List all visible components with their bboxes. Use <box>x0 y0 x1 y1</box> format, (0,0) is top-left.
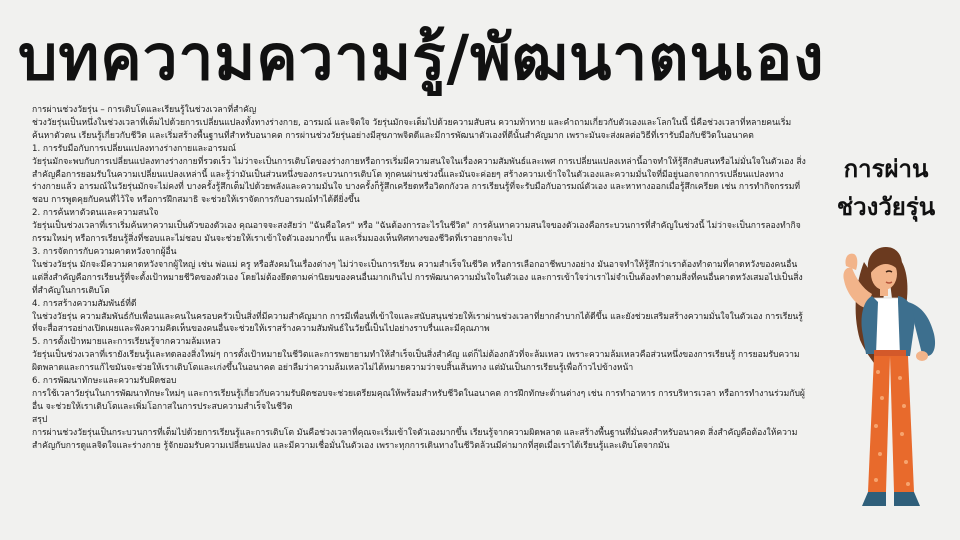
neck <box>880 286 888 296</box>
section-5-body: วัยรุ่นเป็นช่วงเวลาที่เรายังเรียนรู้และทดลองสิ่งใหม่ๆ การตั้งเป้าหมายในชีวิตและการพยายามทำให้สำเร็จเป็นสิ่งสำคัญ แต่ก็ไม่ต้องกลัวที่จะล้มเหลว เพราะความล้มเหลวคือส่วนหนึ่งของการเรียนรู้ การยอมรับความผิดพลาดและการแก้ไขมันจะช่วยให้เราเติบโตและเก่งขึ้นในอนาคต อย่าลืมว่าความล้มเหลวไม่ได้หมายความว่าจบสิ้นเส้นทาง แต่มันเป็นการเรียนรู้เพื่อก้าวไปข้างหน้า <box>32 350 800 374</box>
section-1-body: วัยรุ่นมักจะพบกับการเปลี่ยนแปลงทางร่างกายที่รวดเร็ว ไม่ว่าจะเป็นการเติบโตของร่างกายหรือการเริ่มมีความสนใจในเรื่องความสัมพันธ์และเพศ การเปลี่ยนแปลงเหล่านี้อาจทำให้รู้สึกสับสนหรือไม่มั่นใจในตัวเอง สิ่งสำคัญคือการยอมรับในความเปลี่ยนแปลงเหล่านี้ และรู้ว่ามันเป็นส่วนหนึ่งของกระบวนการเติบโต ทุกคนผ่านช่วงนี้และมันจะค่อยๆ สร้างความเข้าใจในตัวเองและความมั่นใจที่มีอยู่นอกจากการเปลี่ยนแปลงทางร่างกายแล้ว อารมณ์ในวัยรุ่นมักจะไม่คงที่ บางครั้งรู้สึกเต็มไปด้วยพลังและความมั่นใจ บางครั้งก็รู้สึกเครียดหรือวิตกกังวล การเรียนรู้ที่จะรับมือกับอารมณ์ตัวเอง และหาทางออกเมื่อรู้สึกเครียด เช่น การทำกิจกรรมที่ชอบ การพูดคุยกับคนที่ไว้ใจ หรือการฝึกสมาธิ จะช่วยให้เราจัดการกับอารมณ์ทำได้ดียิ่งขึ้น <box>32 156 806 206</box>
summary-body: การผ่านช่วงวัยรุ่นเป็นกระบวนการที่เต็มไปด้วยการเรียนรู้และการเติบโต มันคือช่วงเวลาที่คุณจะเริ่มเข้าใจตัวเองมากขึ้น เรียนรู้จากความผิดพลาด และสร้างพื้นฐานที่มั่นคงสำหรับอนาคต สิ่งสำคัญคือต้องให้ความสำคัญกับการดูแลจิตใจและร่างกาย รู้จักยอมรับความเปลี่ยนแปลง และมีความเชื่อมั่นในตัวเอง เพราะทุกการเดินทางในชีวิตล้วนมีค่ามากที่สุดเมื่อเราได้เรียนรู้และเติบโตจากมัน <box>32 427 798 451</box>
pants-left <box>868 356 890 492</box>
intro-paragraph: ช่วงวัยรุ่นเป็นหนึ่งในช่วงเวลาที่เต็มไปด้วยการเปลี่ยนแปลงทั้งทางร่างกาย, อารมณ์ และจิตใจ วัยรุ่นมักจะเต็มไปด้วยความสับสน ความท้าทาย และคำถามเกี่ยวกับตัวเองและโลกในนี้ นี่คือช่วงเวลาที่หลายคนเริ่มค้นหาตัวตน เรียนรู้เกี่ยวกับชีวิต และเริ่มสร้างพื้นฐานที่สำหรับอนาคต การผ่านช่วงวัยรุ่นอย่างมีสุขภาพจิตดีและมีการพัฒนาตัวเองที่ดีนั้นสำคัญมาก เพราะมันจะส่งผลต่อวิธีที่เรารับมือกับชีวิตในอนาคต <box>32 117 792 141</box>
section-5-heading: 5. การตั้งเป้าหมายและการเรียนรู้จากความล้มเหลว <box>32 337 221 348</box>
section-2-body: วัยรุ่นเป็นช่วงเวลาที่เราเริ่มค้นหาความเป็นตัวของตัวเอง คุณอาจจะสงสัยว่า "ฉันคือใคร" หรือ "ฉันต้องการอะไรในชีวิต" การค้นหาความสนใจของตัวเองคือกระบวนการที่สำคัญในช่วงนี้ ไม่ว่าจะเป็นการลองทำกิจกรรมใหม่ๆ หรือการเรียนรู้สิ่งที่ชอบและไม่ชอบ มันจะช่วยให้เราเข้าใจตัวเองมากขึ้น และเริ่มมองเห็นทิศทางของชีวิตที่เราอยากจะไป <box>32 221 801 245</box>
raised-hand <box>845 254 857 270</box>
section-6-heading: 6. การพัฒนาทักษะและความรับผิดชอบ <box>32 376 177 387</box>
shoe-left <box>862 492 886 506</box>
article-body <box>32 104 808 452</box>
section-2-heading: 2. การค้นหาตัวตนและความสนใจ <box>32 208 159 219</box>
side-title-line-1: การผ่าน <box>843 155 929 183</box>
pants-right <box>890 356 914 492</box>
section-3-heading: 3. การจัดการกับความคาดหวังจากผู้อื่น <box>32 246 177 257</box>
page-title: บทความความรู้/พัฒนาตนเอง <box>18 21 825 94</box>
section-3-body: ในช่วงวัยรุ่น มักจะมีความคาดหวังจากผู้ใหญ่ เช่น พ่อแม่ ครู หรือสังคมในเรื่องต่างๆ ไม่ว่าจะเป็นการเรียน ความสำเร็จในชีวิต หรือการเลือกอาชีพบางอย่าง มันอาจทำให้รู้สึกว่าเราต้องทำตามที่คาดหวังของคนอื่น แต่สิ่งสำคัญคือการเรียนรู้ที่จะตั้งเป้าหมายชีวิตของตัวเอง โดยไม่ต้องยึดตามค่านิยมของคนอื่นมากเกินไป การพัฒนาความมั่นใจในตัวเอง และการเข้าใจว่าเราไม่จำเป็นต้องทำตามสิ่งที่คนอื่นคาดหวังเสมอไปเป็นสิ่งที่สำคัญในการเติบโต <box>32 259 803 296</box>
side-title-line-2: ช่วงวัยรุ่น <box>836 193 936 221</box>
section-4-heading: 4. การสร้างความสัมพันธ์ที่ดี <box>32 298 137 309</box>
article-heading: การผ่านช่วงวัยรุ่น – การเติบโตและเรียนรู้ในช่วงเวลาที่สำคัญ <box>32 105 257 115</box>
section-6-body: การใช้เวลาวัยรุ่นในการพัฒนาทักษะใหม่ๆ และการเรียนรู้เกี่ยวกับความรับผิดชอบจะช่วยเตรียมคุณให้พร้อมสำหรับชีวิตในอนาคต การฝึกทักษะด้านต่างๆ เช่น การทำอาหาร การบริหารเวลา หรือการทำงานร่วมกับผู้อื่น จะช่วยให้เราเติบโตและเพิ่มโอกาสในการประสบความสำเร็จในชีวิต <box>32 388 805 412</box>
woman-thinking-illustration <box>826 222 956 522</box>
hip-hand <box>916 351 928 361</box>
section-4-body: ในช่วงวัยรุ่น ความสัมพันธ์กับเพื่อนและคนในครอบครัวเป็นสิ่งที่มีความสำคัญมาก การมีเพื่อนที่เข้าใจและสนับสนุนช่วยให้เราผ่านช่วงเวลาที่ยากลำบากได้ดีขึ้น และยังช่วยเสริมสร้างความมั่นใจในตัวเอง การเรียนรู้ที่จะสื่อสารอย่างเปิดเผยและฟังความคิดเห็นของคนอื่นจะช่วยให้เราสร้างความสัมพันธ์ในวัยนี้เป็นไปอย่างราบรื่นและมีคุณภาพ <box>32 311 803 335</box>
waist <box>874 350 906 356</box>
section-1-heading: 1. การรับมือกับการเปลี่ยนแปลงทางร่างกายและอารมณ์ <box>32 143 236 154</box>
shoe-right <box>894 492 920 506</box>
side-title <box>816 150 956 226</box>
summary-heading: สรุป <box>32 414 48 425</box>
